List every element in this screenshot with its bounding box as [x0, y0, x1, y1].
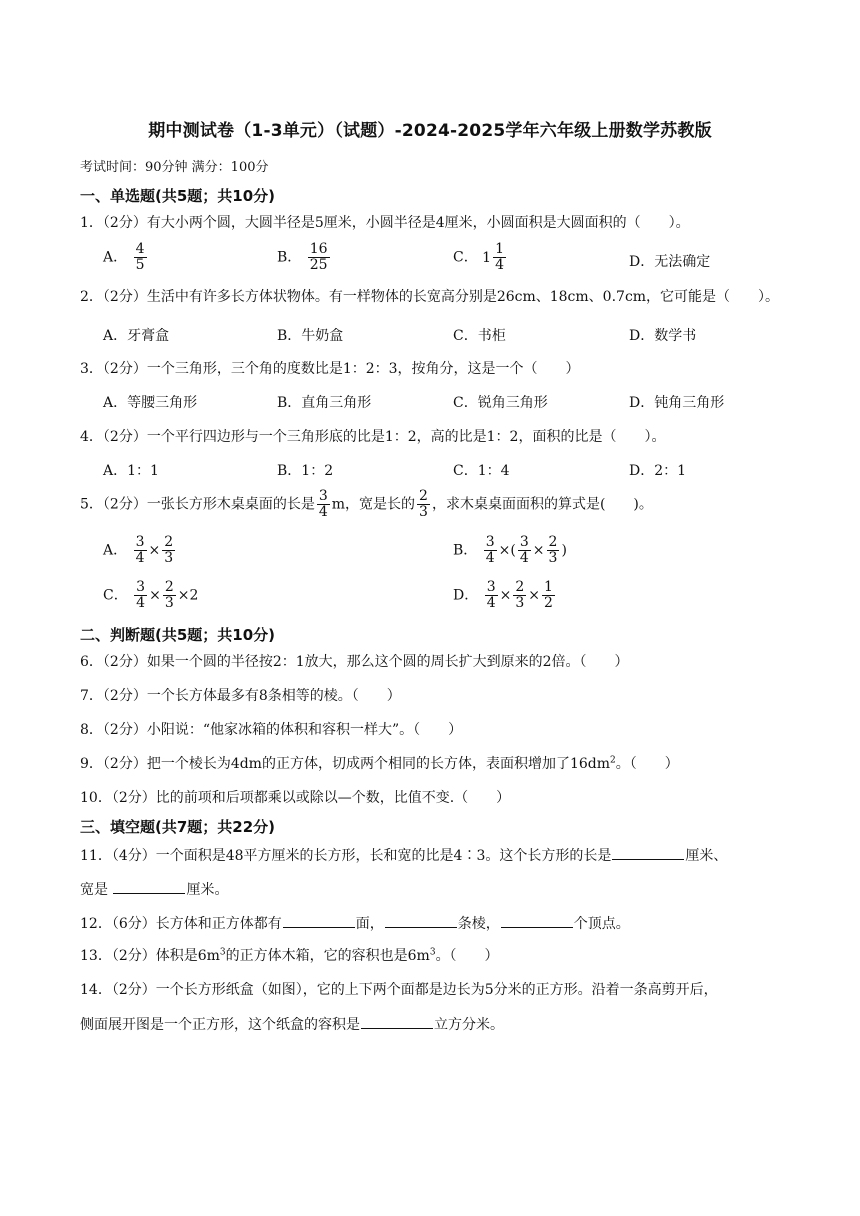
whole-part: 1 [482, 249, 492, 266]
denominator: 3 [515, 595, 525, 611]
numerator: 2 [419, 488, 428, 504]
denominator: 3 [164, 550, 174, 566]
option-label: C． [103, 587, 128, 604]
question-1-option-b [277, 242, 332, 273]
question-6: 6．（2分）如果一个圆的半径按2：1放大，那么这个圆的周长扩大到原来的2倍。（ ） [80, 654, 629, 670]
numerator: 2 [548, 534, 558, 550]
question-text: 13．（2分）体积是6m [80, 948, 220, 964]
numerator: 4 [135, 241, 145, 257]
question-1-option-c [453, 242, 508, 273]
option-label: B． [277, 249, 302, 266]
numerator: 2 [164, 579, 174, 595]
question-text: 个顶点。 [573, 916, 630, 932]
question-4-option-a: A．1：1 [103, 463, 159, 479]
question-2-option-a: A．牙膏盒 [103, 328, 170, 344]
option-label: D． [453, 587, 479, 604]
times-sign: × [148, 542, 161, 559]
question-5-option-b [453, 535, 567, 566]
question-3-option-a: A．等腰三角形 [103, 395, 198, 411]
exam-title: 期中测试卷（1-3单元）（试题）-2024-2025学年六年级上册数学苏教版 [148, 121, 712, 141]
superscript: 2 [610, 755, 616, 766]
numerator: 2 [164, 534, 174, 550]
question-text: 厘米。 [186, 882, 229, 898]
question-text: 条棱， [457, 916, 500, 932]
question-13 [80, 946, 499, 966]
right-paren: ) [561, 542, 567, 559]
superscript: 3 [219, 947, 226, 958]
fraction [134, 535, 147, 566]
left-paren: ( [510, 542, 516, 559]
question-5-option-c [103, 580, 198, 611]
question-2-stem: 2．（2分）生活中有许多长方体状物体。有一样物体的长宽高分别是26cm、18cm、0.7cm，它可能是（ ）。 [80, 289, 780, 305]
question-11-line-1 [80, 845, 727, 866]
denominator: 3 [419, 504, 428, 520]
fraction [513, 580, 526, 611]
times-sign: × [532, 542, 545, 559]
question-3-stem: 3．（2分）一个三角形，三个角的度数比是1：2：3，按角分，这是一个（ ） [80, 361, 580, 377]
fraction [542, 580, 555, 611]
fraction [308, 242, 330, 273]
fraction [134, 580, 147, 611]
section-fill-in: 三、填空题(共7题；共22分) [80, 818, 276, 836]
exam-info: 考试时间：90分钟 满分：100分 [80, 160, 269, 175]
answer-blank[interactable] [361, 1014, 433, 1029]
question-11-line-2 [80, 879, 228, 900]
question-text: 。（ ） [435, 948, 499, 964]
question-1-option-a [103, 242, 149, 273]
question-10: 10．（2分）比的前项和后项都乘以或除以—个数，比值不变.（ ） [80, 790, 511, 806]
question-14-line-1: 14．（2分）一个长方形纸盒（如图），它的上下两个面都是边长为5分米的正方形。沿着一条高剪开后， [80, 982, 718, 998]
denominator: 4 [485, 550, 495, 566]
times-sign: × [499, 587, 512, 604]
denominator: 3 [548, 550, 558, 566]
question-8: 8．（2分）小阳说：“他家冰箱的体积和容积一样大”。（ ） [80, 722, 463, 738]
fraction [547, 535, 560, 566]
question-4-option-b: B．1：2 [277, 463, 334, 479]
question-14-line-2 [80, 1014, 504, 1035]
fraction [134, 242, 147, 273]
question-4-stem: 4．（2分）一个平行四边形与一个三角形底的比是1：2，高的比是1：2，面积的比是（ ）。 [80, 429, 666, 445]
question-7: 7．（2分）一个长方体最多有8条相等的棱。（ ） [80, 688, 401, 704]
question-2-option-c: C．书柜 [453, 328, 506, 344]
numerator: 3 [136, 579, 146, 595]
fraction [417, 489, 430, 520]
numerator: 3 [318, 488, 328, 504]
numerator: 3 [135, 534, 145, 550]
numerator: 3 [519, 534, 529, 550]
times-sign: × [149, 587, 161, 604]
option-label: A． [103, 542, 128, 559]
mixed-number [482, 242, 508, 273]
fraction [163, 580, 176, 611]
question-2-option-b: B．牛奶盒 [277, 328, 344, 344]
question-text: 9．（2分）把一个棱长为4dm的正方体，切成两个相同的长方体，表面积增加了16dm [80, 756, 611, 772]
stem-part: m，宽是长的 [331, 496, 416, 513]
question-3-option-b: B．直角三角形 [277, 395, 372, 411]
question-12 [80, 913, 630, 934]
denominator: 25 [309, 257, 328, 273]
question-text: 面， [355, 916, 384, 932]
option-label: A． [103, 249, 128, 266]
answer-blank[interactable] [385, 913, 457, 928]
question-text: 侧面展开图是一个正方形，这个纸盒的容积是 [80, 1017, 360, 1033]
denominator: 4 [318, 504, 328, 520]
section-single-choice: 一、单选题(共5题；共10分) [80, 187, 276, 205]
question-text: 厘米、 [685, 848, 728, 864]
times-sign: × [528, 587, 540, 604]
option-label: B． [453, 542, 478, 559]
denominator: 3 [164, 595, 174, 611]
question-5-option-d [453, 580, 557, 611]
question-4-option-d: D．2：1 [629, 463, 687, 479]
question-5-stem [80, 489, 653, 520]
fraction [162, 535, 175, 566]
question-text: 立方分米。 [434, 1017, 504, 1033]
denominator: 4 [136, 595, 146, 611]
question-2-option-d: D．数学书 [629, 328, 697, 344]
stem-part: 5．（2分）一张长方形木桌桌面的长是 [80, 496, 315, 513]
question-text: 12．（6分）长方体和正方体都有 [80, 916, 282, 932]
times-sign: × [498, 542, 511, 559]
question-1-stem: 1．（2分）有大小两个圆，大圆半径是5厘米，小圆半径是4厘米，小圆面积是大圆面积的（ ）。 [80, 215, 690, 231]
numerator: 2 [515, 579, 525, 595]
question-text: 宽是 [80, 882, 113, 898]
denominator: 4 [486, 595, 496, 611]
numerator: 3 [485, 534, 495, 550]
stem-part: ，求木桌桌面面积的算式是( )。 [431, 496, 653, 513]
question-3-option-c: C．锐角三角形 [453, 395, 548, 411]
question-4-option-c: C．1：4 [453, 463, 510, 479]
denominator: 2 [544, 595, 553, 611]
answer-blank[interactable] [113, 879, 185, 894]
fraction [493, 242, 506, 273]
answer-blank[interactable] [612, 845, 684, 860]
fraction [518, 535, 531, 566]
section-true-false: 二、判断题(共5题；共10分) [80, 626, 276, 644]
answer-blank[interactable] [283, 913, 355, 928]
option-label: C． [453, 249, 478, 266]
fraction [484, 535, 497, 566]
numerator: 1 [495, 241, 505, 257]
times-two: ×2 [177, 587, 199, 604]
denominator: 5 [135, 257, 145, 273]
numerator: 1 [544, 579, 553, 595]
superscript: 3 [429, 947, 436, 958]
numerator: 16 [309, 241, 328, 257]
question-1-option-d: D．无法确定 [629, 254, 711, 270]
answer-blank[interactable] [501, 913, 573, 928]
question-5-option-a [103, 535, 177, 566]
question-9 [80, 754, 679, 774]
fraction [485, 580, 498, 611]
question-text: 11．（4分）一个面积是48平方厘米的长方形，长和宽的比是4∶3。这个长方形的长是 [80, 848, 612, 864]
numerator: 3 [486, 579, 496, 595]
question-tail: 。（ ） [615, 756, 679, 772]
fraction [317, 489, 330, 520]
denominator: 4 [135, 550, 145, 566]
denominator: 4 [519, 550, 529, 566]
question-text: 的正方体木箱，它的容积也是6m [225, 948, 430, 964]
denominator: 4 [495, 257, 505, 273]
question-3-option-d: D．钝角三角形 [629, 395, 725, 411]
